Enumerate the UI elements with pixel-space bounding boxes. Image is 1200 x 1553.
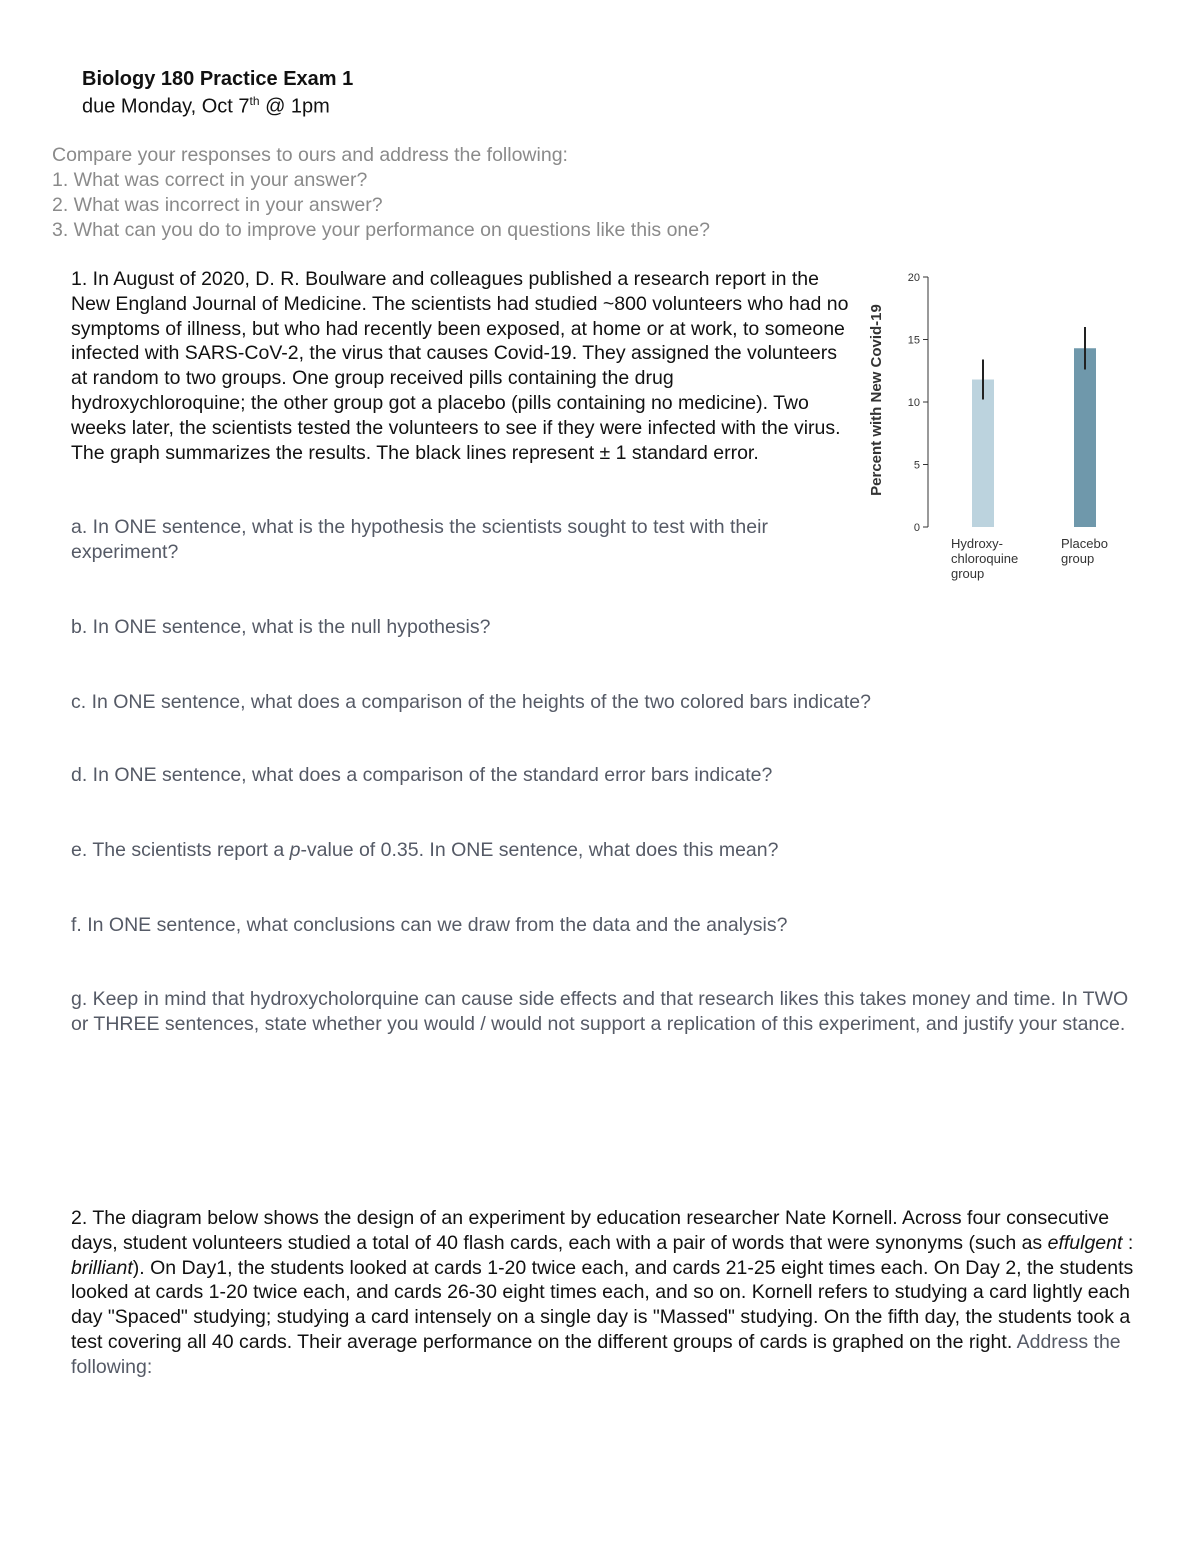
question-1f: f. In ONE sentence, what conclusions can we draw from the data and the analysis? [71, 914, 788, 936]
y-tick-label: 20 [907, 272, 920, 284]
y-tick-label: 10 [907, 397, 920, 409]
question-1a: a. In ONE sentence, what is the hypothesis the scientists sought to test with their experiment? [71, 516, 768, 563]
y-tick-label: 5 [913, 459, 920, 472]
question-1-body: 1. In August of 2020, D. R. Boulware and colleagues published a research report in the New England Journal of Medicine. The scientists had studied ~800 volunteers who had no symptoms of illness, but who had recently been exposed, at home or at work, to someone infected with SARS-CoV-2, the virus that causes Covid-19. They assigned the volunteers at random to two groups. One group received pills containing the drug hydroxychloroquine; the other group got a placebo (pills containing no medicine). Two weeks later, the scientists tested the volunteers to see if they were infected with the virus. The graph summarizes the results. The black lines represent ± 1 standard error. [71, 268, 849, 464]
category-label: chloroquine [951, 551, 1019, 566]
category-label: group [951, 566, 985, 581]
question-2-body: 2. The diagram below shows the design of an experiment by education researcher Nate Kornell. Across four consecutive days, student volunteers studied a total of 40 flash cards, each with a pair of words that were synonyms (such as effulgent : brilliant). On Day1, the students looked at cards 1-20 twice each, and cards 21-25 eight times each. On Day 2, the students looked at cards 1-20 twice each, and cards 26-30 eight times each, and so on. Kornell refers to studying a card lightly each day "Spaced" studying; studying a card intensely on a single day is "Massed" studying. On the fifth day, the students took a test covering all 40 cards. Their average performance on the different groups of cards is graphed on the right. Address the following: [71, 1207, 1134, 1378]
exam-title: Biology 180 Practice Exam 1 [82, 68, 354, 90]
category-label: group [1061, 551, 1095, 566]
y-tick-label: 0 [913, 522, 920, 534]
question-1d: d. In ONE sentence, what does a comparison of the standard error bars indicate? [71, 764, 773, 786]
intro-heading: Compare your responses to ours and address the following: [52, 144, 568, 166]
y-tick-label: 15 [907, 334, 920, 347]
intro-item-3: 3. What can you do to improve your performance on questions like this one? [52, 219, 710, 241]
question-1e: e. The scientists report a p-value of 0.35. In ONE sentence, what does this mean? [71, 839, 779, 861]
question-1c: c. In ONE sentence, what does a comparison of the heights of the two colored bars indicate? [71, 691, 871, 713]
y-axis-label: Percent with New Covid-19 [868, 304, 885, 496]
category-label: Hydroxy- [951, 536, 1004, 551]
intro-item-2: 2. What was incorrect in your answer? [52, 194, 383, 216]
question-1g: g. Keep in mind that hydroxycholorquine can cause side effects and that research likes this takes money and time. In TWO or THREE sentences, state whether you would / would not support a replication of this experiment, and justify your stance. [71, 988, 1129, 1035]
bar-hydroxychloroquine [972, 380, 994, 528]
bar-placebo [1074, 348, 1096, 527]
question-1b: b. In ONE sentence, what is the null hypothesis? [71, 616, 491, 638]
intro-item-1: 1. What was correct in your answer? [52, 169, 368, 191]
category-label: Placebo [1061, 536, 1108, 551]
due-date: due Monday, Oct 7th @ 1pm [82, 94, 330, 118]
covid-bar-chart [860, 262, 1130, 597]
chart-svg [860, 262, 1130, 592]
